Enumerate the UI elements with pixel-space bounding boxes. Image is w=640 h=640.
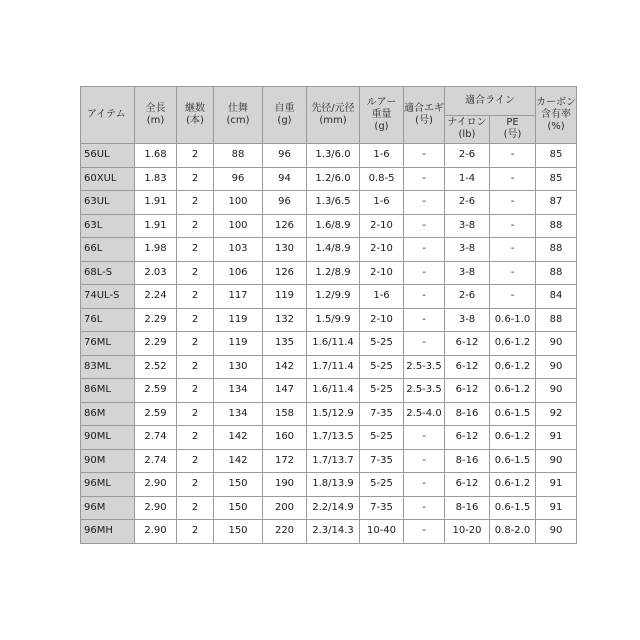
header-carbon-label-2: 含有率 <box>541 109 571 120</box>
cell-pieces: 2 <box>177 167 214 191</box>
cell-lure: 1-6 <box>360 144 404 168</box>
cell-diameter: 1.3/6.0 <box>307 144 360 168</box>
cell-item: 90ML <box>81 426 135 450</box>
cell-length: 2.90 <box>135 520 177 544</box>
header-item: アイテム <box>81 87 135 144</box>
cell-item: 68L-S <box>81 261 135 285</box>
table-row <box>81 285 577 309</box>
cell-weight: 160 <box>263 426 307 450</box>
header-carbon-label-1: カーボン <box>536 97 576 108</box>
cell-carbon: 90 <box>536 355 577 379</box>
cell-diameter: 1.8/13.9 <box>307 473 360 497</box>
cell-length: 2.59 <box>135 402 177 426</box>
cell-weight: 119 <box>263 285 307 309</box>
cell-diameter: 1.2/8.9 <box>307 261 360 285</box>
cell-nylon: 3-8 <box>445 261 490 285</box>
table-row <box>81 191 577 215</box>
cell-length: 2.90 <box>135 473 177 497</box>
cell-diameter: 1.2/6.0 <box>307 167 360 191</box>
cell-lure: 5-25 <box>360 355 404 379</box>
cell-closed: 134 <box>214 402 263 426</box>
header-pieces <box>177 87 214 144</box>
header-pe-unit: (号) <box>503 129 522 141</box>
cell-pieces: 2 <box>177 308 214 332</box>
cell-weight: 135 <box>263 332 307 356</box>
cell-length: 2.59 <box>135 379 177 403</box>
cell-egi: 2.5-4.0 <box>404 402 445 426</box>
header-line-group: 適合ライン <box>445 87 536 116</box>
header-weight-unit: (g) <box>277 115 292 126</box>
header-closed-length <box>214 87 263 144</box>
cell-nylon: 3-8 <box>445 308 490 332</box>
cell-closed: 119 <box>214 308 263 332</box>
cell-pe: 0.6-1.0 <box>490 308 536 332</box>
cell-item: 56UL <box>81 144 135 168</box>
cell-diameter: 1.7/13.5 <box>307 426 360 450</box>
cell-pieces: 2 <box>177 496 214 520</box>
cell-weight: 130 <box>263 238 307 262</box>
header-length <box>135 87 177 144</box>
header-weight-label: 自重 <box>274 103 295 114</box>
table-row <box>81 496 577 520</box>
cell-carbon: 88 <box>536 308 577 332</box>
spec-table <box>80 86 577 544</box>
cell-carbon: 90 <box>536 449 577 473</box>
cell-nylon: 8-16 <box>445 402 490 426</box>
cell-item: 76ML <box>81 332 135 356</box>
cell-carbon: 85 <box>536 167 577 191</box>
header-nylon-label: ナイロン <box>447 117 487 129</box>
table-row <box>81 355 577 379</box>
header-pe <box>490 115 536 144</box>
cell-diameter: 1.5/12.9 <box>307 402 360 426</box>
cell-pe: 0.6-1.5 <box>490 449 536 473</box>
cell-lure: 5-25 <box>360 332 404 356</box>
cell-length: 2.24 <box>135 285 177 309</box>
cell-length: 2.29 <box>135 308 177 332</box>
header-nylon-unit: (lb) <box>458 129 476 141</box>
cell-item: 96MH <box>81 520 135 544</box>
cell-lure: 5-25 <box>360 379 404 403</box>
cell-pieces: 2 <box>177 520 214 544</box>
cell-closed: 130 <box>214 355 263 379</box>
cell-lure: 7-35 <box>360 402 404 426</box>
table-row <box>81 473 577 497</box>
cell-egi: - <box>404 261 445 285</box>
cell-egi: - <box>404 285 445 309</box>
table-row <box>81 238 577 262</box>
cell-carbon: 91 <box>536 496 577 520</box>
cell-pe: - <box>490 214 536 238</box>
cell-pe: 0.6-1.2 <box>490 426 536 450</box>
cell-egi: - <box>404 167 445 191</box>
cell-pieces: 2 <box>177 285 214 309</box>
cell-pe: 0.6-1.2 <box>490 473 536 497</box>
header-pe-label: PE <box>506 117 519 129</box>
cell-pieces: 2 <box>177 402 214 426</box>
cell-egi: - <box>404 520 445 544</box>
cell-length: 1.91 <box>135 214 177 238</box>
header-diameter-label: 先径/元径 <box>311 103 355 114</box>
cell-closed: 150 <box>214 473 263 497</box>
cell-nylon: 6-12 <box>445 355 490 379</box>
cell-diameter: 1.2/9.9 <box>307 285 360 309</box>
cell-closed: 150 <box>214 520 263 544</box>
header-pieces-unit: (本) <box>186 115 204 126</box>
cell-pieces: 2 <box>177 261 214 285</box>
cell-pieces: 2 <box>177 355 214 379</box>
table-row <box>81 214 577 238</box>
cell-weight: 96 <box>263 144 307 168</box>
cell-weight: 200 <box>263 496 307 520</box>
cell-diameter: 2.2/14.9 <box>307 496 360 520</box>
cell-closed: 96 <box>214 167 263 191</box>
cell-nylon: 6-12 <box>445 473 490 497</box>
cell-egi: 2.5-3.5 <box>404 355 445 379</box>
header-closed-label: 仕舞 <box>228 103 248 114</box>
cell-weight: 132 <box>263 308 307 332</box>
cell-carbon: 91 <box>536 473 577 497</box>
cell-weight: 172 <box>263 449 307 473</box>
table-row <box>81 402 577 426</box>
cell-closed: 142 <box>214 449 263 473</box>
cell-pe: - <box>490 285 536 309</box>
cell-pe: 0.6-1.5 <box>490 496 536 520</box>
cell-carbon: 88 <box>536 238 577 262</box>
cell-diameter: 1.3/6.5 <box>307 191 360 215</box>
table-row <box>81 520 577 544</box>
cell-egi: - <box>404 426 445 450</box>
cell-lure: 0.8-5 <box>360 167 404 191</box>
cell-carbon: 90 <box>536 520 577 544</box>
cell-closed: 119 <box>214 332 263 356</box>
cell-item: 90M <box>81 449 135 473</box>
cell-carbon: 91 <box>536 426 577 450</box>
cell-pieces: 2 <box>177 214 214 238</box>
cell-item: 76L <box>81 308 135 332</box>
cell-pe: 0.6-1.2 <box>490 379 536 403</box>
cell-carbon: 90 <box>536 332 577 356</box>
spec-table-body <box>81 144 577 544</box>
table-row <box>81 308 577 332</box>
header-carbon <box>536 87 577 144</box>
cell-carbon: 84 <box>536 285 577 309</box>
cell-nylon: 10-20 <box>445 520 490 544</box>
cell-egi: - <box>404 308 445 332</box>
cell-closed: 106 <box>214 261 263 285</box>
cell-nylon: 6-12 <box>445 332 490 356</box>
table-row <box>81 167 577 191</box>
cell-weight: 142 <box>263 355 307 379</box>
cell-nylon: 3-8 <box>445 214 490 238</box>
cell-nylon: 8-16 <box>445 449 490 473</box>
header-lure-unit: (g) <box>374 121 389 132</box>
cell-carbon: 87 <box>536 191 577 215</box>
cell-length: 1.98 <box>135 238 177 262</box>
cell-lure: 10-40 <box>360 520 404 544</box>
cell-length: 2.74 <box>135 426 177 450</box>
table-row <box>81 261 577 285</box>
cell-item: 86M <box>81 402 135 426</box>
cell-weight: 220 <box>263 520 307 544</box>
header-pieces-label: 継数 <box>185 103 205 114</box>
cell-diameter: 1.6/11.4 <box>307 379 360 403</box>
cell-nylon: 6-12 <box>445 379 490 403</box>
cell-egi: - <box>404 332 445 356</box>
cell-pieces: 2 <box>177 379 214 403</box>
cell-pe: 0.8-2.0 <box>490 520 536 544</box>
cell-closed: 117 <box>214 285 263 309</box>
cell-closed: 142 <box>214 426 263 450</box>
header-length-label: 全長 <box>145 103 166 114</box>
header-diameter-unit: (mm) <box>319 115 347 126</box>
table-row <box>81 379 577 403</box>
header-closed-unit: (cm) <box>226 115 250 126</box>
cell-closed: 100 <box>214 214 263 238</box>
cell-pieces: 2 <box>177 473 214 497</box>
cell-egi: 2.5-3.5 <box>404 379 445 403</box>
cell-closed: 100 <box>214 191 263 215</box>
header-lure-label-1: ルアー <box>366 97 397 108</box>
cell-pe: - <box>490 191 536 215</box>
cell-lure: 2-10 <box>360 238 404 262</box>
cell-closed: 150 <box>214 496 263 520</box>
cell-pieces: 2 <box>177 332 214 356</box>
cell-lure: 5-25 <box>360 473 404 497</box>
cell-nylon: 2-6 <box>445 285 490 309</box>
cell-nylon: 6-12 <box>445 426 490 450</box>
cell-length: 2.74 <box>135 449 177 473</box>
cell-item: 74UL-S <box>81 285 135 309</box>
header-egi-label: 適合エギ <box>404 103 444 114</box>
cell-item: 66L <box>81 238 135 262</box>
cell-length: 1.68 <box>135 144 177 168</box>
header-weight <box>263 87 307 144</box>
header-lure-label-2: 重量 <box>371 109 392 120</box>
cell-nylon: 2-6 <box>445 144 490 168</box>
table-row <box>81 144 577 168</box>
cell-lure: 1-6 <box>360 285 404 309</box>
cell-item: 86ML <box>81 379 135 403</box>
header-nylon <box>445 115 490 144</box>
cell-diameter: 1.5/9.9 <box>307 308 360 332</box>
cell-lure: 5-25 <box>360 426 404 450</box>
cell-pe: - <box>490 261 536 285</box>
cell-item: 63L <box>81 214 135 238</box>
cell-carbon: 88 <box>536 214 577 238</box>
cell-lure: 2-10 <box>360 261 404 285</box>
cell-lure: 2-10 <box>360 214 404 238</box>
cell-pe: 0.6-1.2 <box>490 355 536 379</box>
cell-lure: 1-6 <box>360 191 404 215</box>
cell-pe: - <box>490 144 536 168</box>
table-row <box>81 449 577 473</box>
cell-weight: 126 <box>263 261 307 285</box>
cell-length: 2.29 <box>135 332 177 356</box>
cell-egi: - <box>404 191 445 215</box>
cell-pieces: 2 <box>177 238 214 262</box>
cell-nylon: 1-4 <box>445 167 490 191</box>
cell-egi: - <box>404 496 445 520</box>
cell-pieces: 2 <box>177 191 214 215</box>
cell-pe: - <box>490 167 536 191</box>
cell-closed: 88 <box>214 144 263 168</box>
cell-length: 2.52 <box>135 355 177 379</box>
cell-pieces: 2 <box>177 144 214 168</box>
cell-diameter: 1.6/8.9 <box>307 214 360 238</box>
header-egi-unit: (号) <box>415 115 433 126</box>
cell-lure: 7-35 <box>360 496 404 520</box>
cell-weight: 158 <box>263 402 307 426</box>
cell-carbon: 88 <box>536 261 577 285</box>
table-row <box>81 426 577 450</box>
cell-carbon: 90 <box>536 379 577 403</box>
cell-length: 1.83 <box>135 167 177 191</box>
cell-pe: - <box>490 238 536 262</box>
cell-item: 60XUL <box>81 167 135 191</box>
header-diameter <box>307 87 360 144</box>
cell-nylon: 8-16 <box>445 496 490 520</box>
cell-weight: 190 <box>263 473 307 497</box>
cell-egi: - <box>404 449 445 473</box>
cell-egi: - <box>404 473 445 497</box>
cell-diameter: 1.4/8.9 <box>307 238 360 262</box>
cell-item: 96ML <box>81 473 135 497</box>
header-carbon-unit: (%) <box>547 121 565 132</box>
cell-diameter: 1.7/11.4 <box>307 355 360 379</box>
header-egi <box>404 87 445 144</box>
cell-weight: 96 <box>263 191 307 215</box>
cell-pieces: 2 <box>177 449 214 473</box>
cell-diameter: 1.6/11.4 <box>307 332 360 356</box>
table-row <box>81 332 577 356</box>
cell-pe: 0.6-1.2 <box>490 332 536 356</box>
cell-weight: 126 <box>263 214 307 238</box>
cell-pieces: 2 <box>177 426 214 450</box>
cell-closed: 103 <box>214 238 263 262</box>
cell-egi: - <box>404 238 445 262</box>
cell-lure: 7-35 <box>360 449 404 473</box>
cell-length: 2.03 <box>135 261 177 285</box>
cell-length: 1.91 <box>135 191 177 215</box>
cell-nylon: 2-6 <box>445 191 490 215</box>
header-lure-weight <box>360 87 404 144</box>
cell-carbon: 85 <box>536 144 577 168</box>
cell-weight: 147 <box>263 379 307 403</box>
cell-nylon: 3-8 <box>445 238 490 262</box>
cell-carbon: 92 <box>536 402 577 426</box>
cell-egi: - <box>404 214 445 238</box>
cell-diameter: 1.7/13.7 <box>307 449 360 473</box>
cell-egi: - <box>404 144 445 168</box>
cell-item: 96M <box>81 496 135 520</box>
cell-diameter: 2.3/14.3 <box>307 520 360 544</box>
cell-lure: 2-10 <box>360 308 404 332</box>
cell-item: 63UL <box>81 191 135 215</box>
cell-weight: 94 <box>263 167 307 191</box>
header-length-unit: (m) <box>146 115 165 126</box>
cell-closed: 134 <box>214 379 263 403</box>
cell-length: 2.90 <box>135 496 177 520</box>
cell-item: 83ML <box>81 355 135 379</box>
cell-pe: 0.6-1.5 <box>490 402 536 426</box>
